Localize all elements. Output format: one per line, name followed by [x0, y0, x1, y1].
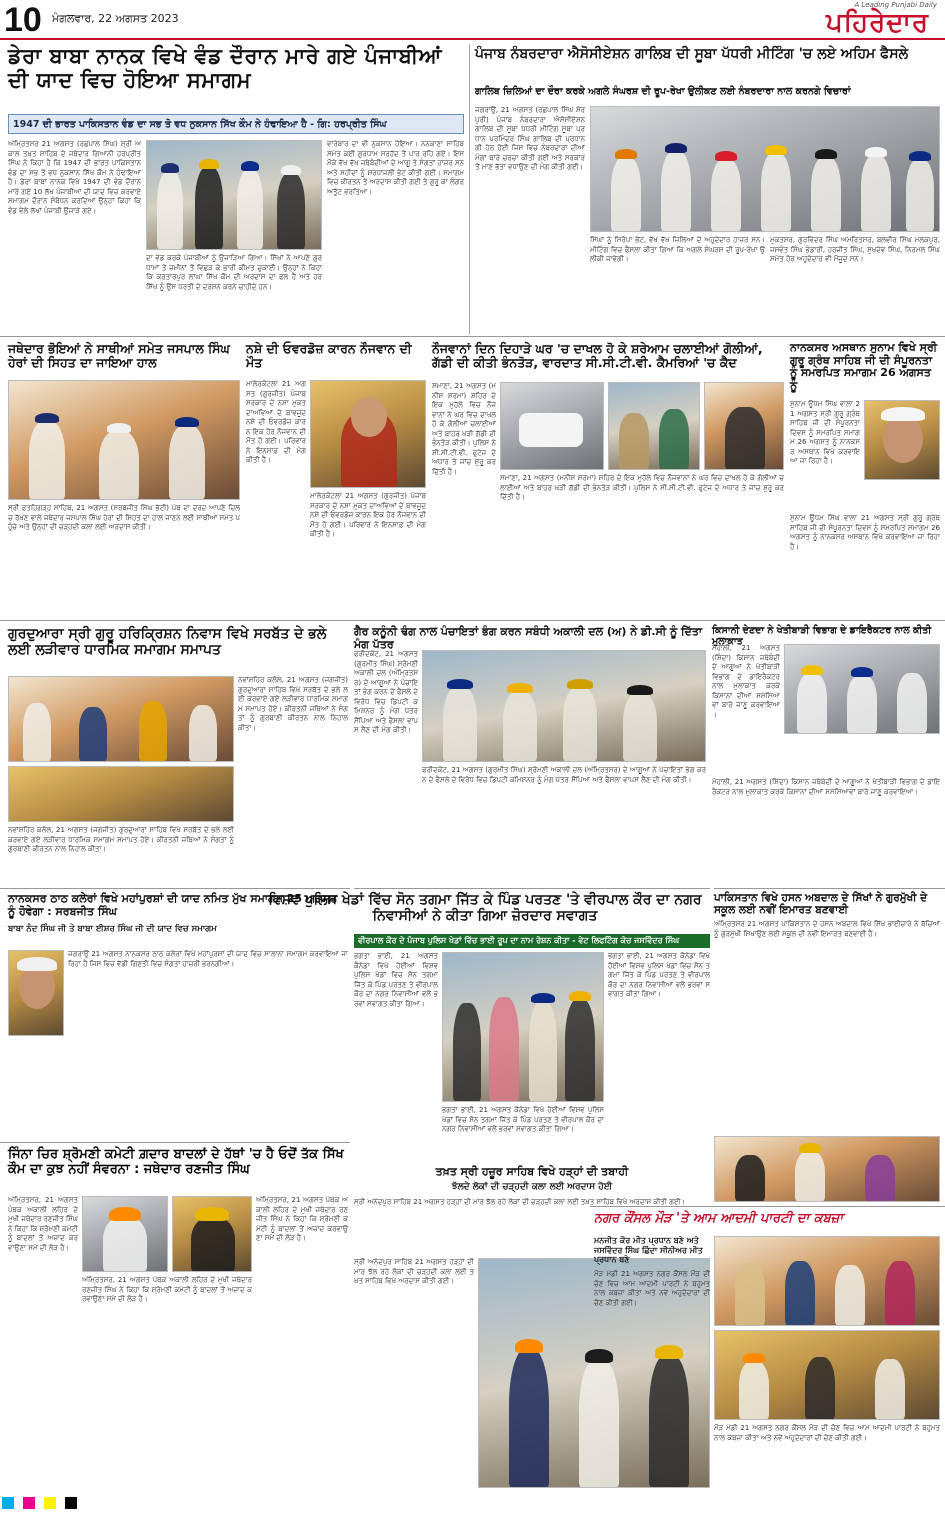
story9-photo	[784, 644, 940, 734]
story11-body-b: ਭਗਤਾ ਭਾਈ, 21 ਅਗਸਤ ਕੈਨੇਡਾ ਵਿਖੇ ਹੋਈਆਂ ਵਿਸ਼ਵ ਪੁਲਿਸ ਖੇਡਾਂ ਵਿਚ ਸੋਨ ਤਗਮਾ ਜਿੱਤ ਕੇ ਪਿੰਡ ਪਰਤਣ ਤੇ ਵੀਰਪਾਲ ਕੌਰ ਦਾ ਨਗਰ ਨਿਵਾਸੀਆਂ ਵਲੋਂ ਭਰਵਾਂ ਸਵਾਗਤ ਕੀਤਾ ਗਿਆ।	[608, 952, 710, 998]
story1-body-c: ਵਾਰੇਬਾਰ ਦਾ ਵੀ ਨੁਕਸਾਨ ਹੋਇਆ। ਨਨਕਾਣਾ ਸਾਹਿਬ ਸਮੇਤ ਕਈ ਗੁਰਧਾਮ ਸਰਹੱਦ ਤੋਂ ਪਾਰ ਰਹਿ ਗਏ। ਇਸ ਮੌਕੇ ਵੱਖ ਵੱਖ ਜਥੇਬੰਦੀਆਂ ਦੇ ਆਗੂ ਤੇ ਸੰਗਤਾਂ ਹਾਜ਼ਰ ਸਨ ਅਤੇ ਸ਼ਹੀਦਾਂ ਨੂੰ ਸ਼ਰਧਾਂਜਲੀ ਭੇਟ ਕੀਤੀ ਗਈ। ਸਮਾਗਮ ਵਿਚ ਕੀਰਤਨ ਤੇ ਅਰਦਾਸ ਕੀਤੀ ਗਈ ਤੇ ਗੁਰੂ ਕਾ ਲੰਗਰ ਅਤੁੱਟ ਵਰਤਿਆ।	[327, 140, 464, 196]
story11-headline: ਵਿਸ਼ਵ ਪੁਲਿਸ ਖੇਡਾਂ ਵਿੱਚ ਸੋਨ ਤਗਮਾ ਜਿੱਤ ਕੇ ਪਿੰਡ ਪਰਤਣ 'ਤੇ ਵੀਰਪਾਲ ਕੌਰ ਦਾ ਨਗਰ ਨਿਵਾਸੀਆਂ ਨੇ ਕੀਤਾ ਗਿਆ ਜ਼ੋਰਦਾਰ ਸਵਾਗਤ	[268, 892, 702, 925]
section-divider	[0, 888, 350, 889]
story6-portrait	[864, 400, 940, 480]
story3-body: ਸ੍ਰੀ ਫ਼ਤਹਿਗੜ੍ਹ ਸਾਹਿਬ, 21 ਅਗਸਤ (ਸਰਬਜੀਤ ਸਿੰਘ ਭੱਟੀ) ਪੰਥ ਦਾ ਦਰਦ ਆਪਣੇ ਦਿਲ ਚ ਰੱਖਣ ਵਾਲੇ ਜਥੇਦਾਰ ਜਸਪਾਲ ਸਿੰਘ ਹੇਰਾਂ ਦੀ ਸਿਹਤ ਦਾ ਹਾਲ ਜਾਣਨ ਲਈ ਸਾਥੀਆਂ ਸਮੇਤ ਪਹੁੰਚੇ ਅਤੇ ਉਨ੍ਹਾਂ ਦੀ ਚੜ੍ਹਦੀ ਕਲਾ ਲਈ ਅਰਦਾਸ ਕੀਤੀ।	[8, 504, 240, 531]
story14-body-c: ਅੰਮ੍ਰਿਤਸਰ, 21 ਅਗਸਤ ਪੰਥਕ ਅਕਾਲੀ ਲਹਿਰ ਦੇ ਮੁਖੀ ਜਥੇਦਾਰ ਰਣਜੀਤ ਸਿੰਘ ਨੇ ਕਿਹਾ ਕਿ ਸ਼੍ਰੋਮਣੀ ਕਮੇਟੀ ਨੂੰ ਬਾਦਲਾਂ ਤੋਂ ਅਜ਼ਾਦ ਕਰਵਾਉਣਾ ਸਮੇਂ ਦੀ ਲੋੜ ਹੈ।	[256, 1196, 348, 1242]
story5-body: ਸਮਾਣਾ, 21 ਅਗਸਤ (ਮਨੀਸ਼ ਸ਼ਰਮਾ) ਸ਼ਹਿਰ ਦੇ ਇਕ ਮੁਹੱਲੇ ਵਿਚ ਨੌਜਵਾਨਾਂ ਨੇ ਘਰ ਵਿਚ ਦਾਖਲ ਹੋ ਕੇ ਗੋਲੀਆਂ ਚਲਾਈਆਂ ਅਤੇ ਬਾਹਰ ਖੜੀ ਗੱਡੀ ਦੀ ਭੰਨਤੋੜ ਕੀਤੀ। ਪੁਲਿਸ ਨੇ ਸੀ.ਸੀ.ਟੀ.ਵੀ. ਫੁਟੇਜ ਦੇ ਅਧਾਰ ਤੇ ਜਾਂਚ ਸ਼ੁਰੂ ਕਰ ਦਿੱਤੀ ਹੈ।	[432, 382, 496, 476]
story4-headline: ਨਸ਼ੇ ਦੀ ਓਵਰਡੋਜ਼ ਕਾਰਨ ਨੌਜਵਾਨ ਦੀ ਮੌਤ	[246, 341, 412, 371]
story2-body-a: ਜਗਰਾਉਂ, 21 ਅਗਸਤ (ਰਛਪਾਲ ਸਿੰਘ ਸ਼ੇਰਪੁਰੀ) ਪੰਜਾਬ ਨੰਬਰਦਾਰਾ ਐਸੋਸੀਏਸ਼ਨ ਗਾਲਿਬ ਦੀ ਸੂਬਾ ਪੱਧਰੀ ਮੀਟਿੰਗ ਸੂਬਾ ਪ੍ਰਧਾਨ ਪਰਮਿੰਦਰ ਸਿੰਘ ਗਾਲਿਬ ਦੀ ਪ੍ਰਧਾਨਗੀ ਹੇਠ ਹੋਈ ਜਿਸ ਵਿਚ ਨੰਬਰਦਾਰਾਂ ਦੀਆਂ ਮੰਗਾਂ ਬਾਰੇ ਚਰਚਾ ਕੀਤੀ ਗਈ ਅਤੇ ਸਰਕਾਰ ਤੋਂ ਮਾਣ ਭੱਤਾ ਵਧਾਉਣ ਦੀ ਮੰਗ ਕੀਤੀ ਗਈ।	[475, 106, 585, 171]
story11-subhead: ਵੀਰਪਾਲ ਕੌਰ ਦੇ ਪੰਜਾਬ ਪੁਲਿਸ ਖੇਡਾਂ ਵਿੱਚ ਭਾਈ ਰੂਪ ਦਾ ਨਾਮ ਰੋਸ਼ਨ ਕੀਤਾ - ਵੇਟ ਲਿਫਟਿੰਗ ਕੋਚ ਜਸਵਿੰਦਰ ਸਿੰਘ	[354, 934, 710, 948]
story5-photo-accused	[704, 382, 784, 470]
black-swatch	[65, 1497, 77, 1509]
story12-body: ਅੰਮ੍ਰਿਤਸਰ 21 ਅਗਸਤ ਪਾਕਿਸਤਾਨ ਦੇ ਹਸਨ ਅਬਦਾਲ ਵਿਖੇ ਸਿੱਖ ਭਾਈਚਾਰੇ ਨੇ ਬੱਚਿਆਂ ਨੂੰ ਗੁਰਮੁੱਖੀ ਸਿਖਾਉਣ ਲਈ ਸਕੂਲ ਦੀ ਨਵੀਂ ਇਮਾਰਤ ਬਣਵਾਈ ਹੈ।	[714, 920, 940, 938]
story10-body: ਜਗਰਾਉਂ 21 ਅਗਸਤ ਨਾਨਕਸਰ ਠਾਠ ਕਲੇਰਾਂ ਵਿਖੇ ਮਹਾਂਪੁਰਸ਼ਾਂ ਦੀ ਯਾਦ ਵਿਚ ਸਾਲਾਨਾ ਸਮਾਗਮ ਕਰਵਾਇਆ ਜਾ ਰਿਹਾ ਹੈ ਜਿਸ ਵਿਚ ਵੱਡੀ ਗਿਣਤੀ ਵਿਚ ਸੰਗਤਾਂ ਹਾਜ਼ਰੀ ਭਰਨਗੀਆਂ।	[68, 950, 348, 968]
story4-body: ਮਾਲੇਰਕੋਟਲਾ 21 ਅਗਸਤ (ਗੁਰਜੀਤ) ਪੰਜਾਬ ਸਰਕਾਰ ਦੇ ਨਸ਼ਾ ਮੁਕਤ ਦਾਅਵਿਆਂ ਦੇ ਬਾਵਜੂਦ ਨਸ਼ੇ ਦੀ ਓਵਰਡੋਜ਼ ਕਾਰਨ ਇਕ ਹੋਰ ਨੌਜਵਾਨ ਦੀ ਮੌਤ ਹੋ ਗਈ। ਪਰਿਵਾਰ ਨੇ ਇਨਸਾਫ਼ ਦੀ ਮੰਗ ਕੀਤੀ ਹੈ।	[246, 380, 306, 464]
story1-headline: ਡੇਰਾ ਬਾਬਾ ਨਾਨਕ ਵਿਖੇ ਵੰਡ ਦੌਰਾਨ ਮਾਰੇ ਗਏ ਪੰਜਾਬੀਆਂ ਦੀ ਯਾਦ ਵਿਚ ਹੋਇਆ ਸਮਾਗਮ	[8, 44, 443, 93]
story9-body-b: ਮੋਹਾਲੀ, 21 ਅਗਸਤ (ਸ਼ਿੰਦਾ) ਕਿਸਾਨ ਜਥੇਬੰਦੀ ਦੇ ਆਗੂਆਂ ਨੇ ਖੇਤੀਬਾੜੀ ਵਿਭਾਗ ਦੇ ਡਾਇਰੈਕਟਰ ਨਾਲ ਮੁਲਾਕਾਤ ਕਰਕੇ ਕਿਸਾਨਾਂ ਦੀਆਂ ਸਮੱਸਿਆਵਾਂ ਬਾਰੇ ਜਾਣੂ ਕਰਵਾਇਆ।	[712, 778, 940, 796]
section-divider	[590, 1206, 945, 1207]
story2-body-b: ਸਿੰਘਾਂ ਨੂੰ ਸਿਰੋਪਾ ਭੇਂਟ, ਵੱਖ ਵੱਖ ਜ਼ਿਲਿਆਂ ਦੇ ਅਹੁਦੇਦਾਰ ਹਾਜ਼ਰ ਸਨ। ਮੀਟਿੰਗ ਵਿਚ ਫੈਸਲਾ ਕੀਤਾ ਗਿਆ ਕਿ ਅਗਲੇ ਸੰਘਰਸ਼ ਦੀ ਰੂਪ-ਰੇਖਾ ਉਲੀਕੀ ਜਾਵੇਗੀ।	[590, 236, 765, 263]
story14-body-b: ਅੰਮ੍ਰਿਤਸਰ, 21 ਅਗਸਤ ਪੰਥਕ ਅਕਾਲੀ ਲਹਿਰ ਦੇ ਮੁਖੀ ਜਥੇਦਾਰ ਰਣਜੀਤ ਸਿੰਘ ਨੇ ਕਿਹਾ ਕਿ ਸ਼੍ਰੋਮਣੀ ਕਮੇਟੀ ਨੂੰ ਬਾਦਲਾਂ ਤੋਂ ਅਜ਼ਾਦ ਕਰਵਾਉਣਾ ਸਮੇਂ ਦੀ ਲੋੜ ਹੈ।	[82, 1276, 252, 1303]
story13-subhead: ਝੱਲਦੇ ਲੋਕਾਂ ਦੀ ਚੜ੍ਹਦੀ ਕਲਾ ਲਈ ਅਰਦਾਸ ਹੋਈ	[451, 1182, 613, 1192]
section-divider	[0, 336, 945, 337]
story15-photo-b	[714, 1330, 940, 1420]
story5-photo-cctv	[500, 382, 604, 470]
story15-body-b: ਮੌੜ ਮੰਡੀ 21 ਅਗਸਤ ਨਗਰ ਕੌਂਸਲ ਮੌੜ ਦੀ ਚੋਣ ਵਿਚ ਆਮ ਆਦਮੀ ਪਾਰਟੀ ਨੇ ਬਹੁਮਤ ਨਾਲ ਕਬਜ਼ਾ ਕੀਤਾ ਅਤੇ ਨਵੇਂ ਅਹੁਦੇਦਾਰਾਂ ਦੀ ਚੋਣ ਕੀਤੀ ਗਈ।	[714, 1424, 940, 1442]
story11-photo	[442, 952, 604, 1102]
yellow-swatch	[44, 1497, 56, 1509]
story7-photo-a	[8, 676, 234, 762]
story9-body: ਮੋਹਾਲੀ, 21 ਅਗਸਤ (ਸ਼ਿੰਦਾ) ਕਿਸਾਨ ਜਥੇਬੰਦੀ ਦੇ ਆਗੂਆਂ ਨੇ ਖੇਤੀਬਾੜੀ ਵਿਭਾਗ ਦੇ ਡਾਇਰੈਕਟਰ ਨਾਲ ਮੁਲਾਕਾਤ ਕਰਕੇ ਕਿਸਾਨਾਂ ਦੀਆਂ ਸਮੱਸਿਆਵਾਂ ਬਾਰੇ ਜਾਣੂ ਕਰਵਾਇਆ।	[712, 644, 780, 719]
story5-photo-police	[608, 382, 700, 470]
story7-headline: ਗੁਰਦੁਆਰਾ ਸ੍ਰੀ ਗੁਰੂ ਹਰਿਕ੍ਰਿਸ਼ਨ ਨਿਵਾਸ ਵਿਖੇ ਸਰਬੱਤ ਦੇ ਭਲੇ ਲਈ ਲੜੀਵਾਰ ਧਾਰਮਿਕ ਸਮਾਗਮ ਸਮਾਪਤ	[8, 626, 327, 659]
story11-body-c: ਭਗਤਾ ਭਾਈ, 21 ਅਗਸਤ ਕੈਨੇਡਾ ਵਿਖੇ ਹੋਈਆਂ ਵਿਸ਼ਵ ਪੁਲਿਸ ਖੇਡਾਂ ਵਿਚ ਸੋਨ ਤਗਮਾ ਜਿੱਤ ਕੇ ਪਿੰਡ ਪਰਤਣ ਤੇ ਵੀਰਪਾਲ ਕੌਰ ਦਾ ਨਗਰ ਨਿਵਾਸੀਆਂ ਵਲੋਂ ਭਰਵਾਂ ਸਵਾਗਤ ਕੀਤਾ ਗਿਆ।	[442, 1106, 604, 1133]
story5-body-b: ਸਮਾਣਾ, 21 ਅਗਸਤ (ਮਨੀਸ਼ ਸ਼ਰਮਾ) ਸ਼ਹਿਰ ਦੇ ਇਕ ਮੁਹੱਲੇ ਵਿਚ ਨੌਜਵਾਨਾਂ ਨੇ ਘਰ ਵਿਚ ਦਾਖਲ ਹੋ ਕੇ ਗੋਲੀਆਂ ਚਲਾਈਆਂ ਅਤੇ ਬਾਹਰ ਖੜੀ ਗੱਡੀ ਦੀ ਭੰਨਤੋੜ ਕੀਤੀ। ਪੁਲਿਸ ਨੇ ਸੀ.ਸੀ.ਟੀ.ਵੀ. ਫੁਟੇਜ ਦੇ ਅਧਾਰ ਤੇ ਜਾਂਚ ਸ਼ੁਰੂ ਕਰ ਦਿੱਤੀ ਹੈ।	[500, 474, 784, 501]
story5-headline: ਨੌਜਵਾਨਾਂ ਦਿਨ ਦਿਹਾੜੇ ਘਰ 'ਚ ਦਾਖਲ ਹੋ ਕੇ ਸ਼ਰੇਆਮ ਚਲਾਈਆਂ ਗੋਲੀਆਂ, ਗੱਡੀ ਦੀ ਕੀਤੀ ਭੰਨਤੋੜ, ਵਾਰਦਾਤ ਸੀ.ਸੀ.ਟੀ.ਵੀ. ਕੈਮਰਿਆਂ 'ਚ ਕੈਦ	[432, 341, 763, 371]
story7-photo-b	[8, 766, 234, 822]
print-registration-bar	[0, 1494, 945, 1507]
story15-subhead: ਮਨਜੀਤ ਕੌਰ ਮੀਤ ਪ੍ਰਧਾਨ ਬਣੇ ਅਤੇ ਜਸਵਿੰਦਰ ਸਿੰਘ ਛਿੰਦਾ ਸੀਨੀਅਰ ਮੀਤ ਪ੍ਰਧਾਨ ਬਣੇ	[594, 1236, 703, 1265]
story13-headline: ਤਖ਼ਤ ਸ੍ਰੀ ਹਜ਼ੂਰ ਸਾਹਿਬ ਵਿਖੇ ਹੜ੍ਹਾਂ ਦੀ ਤਬਾਹੀ	[435, 1165, 629, 1178]
section-divider	[714, 888, 945, 889]
issue-date: ਮੰਗਲਵਾਰ, 22 ਅਗਸਤ 2023	[52, 12, 179, 25]
story10-headline: ਨਾਨਕਸਰ ਠਾਠ ਕਲੇਰਾਂ ਵਿਖੇ ਮਹਾਂਪੁਰਸ਼ਾਂ ਦੀ ਯਾਦ ਨਮਿਤ ਮੁੱਖ ਸਮਾਗਮ 25 ਅਗਸਤ ਨੂੰ ਹੋਵੇਗਾ : ਸਰਬਜੀਤ ਸਿੰਘ	[8, 892, 338, 918]
page-header	[0, 0, 945, 40]
story8-body: ਫਰੀਦਕੋਟ, 21 ਅਗਸਤ (ਗੁਰਮੀਤ ਸਿੰਘ) ਸ਼੍ਰੋਮਣੀ ਅਕਾਲੀ ਦਲ (ਅੰਮ੍ਰਿਤਸਰ) ਦੇ ਆਗੂਆਂ ਨੇ ਪੰਚਾਇਤਾਂ ਭੰਗ ਕਰਨ ਦੇ ਫੈਸਲੇ ਦੇ ਵਿਰੋਧ ਵਿਚ ਡਿਪਟੀ ਕਮਿਸ਼ਨਰ ਨੂੰ ਮੰਗ ਪੱਤਰ ਸੌਂਪਿਆ ਅਤੇ ਫੈਸਲਾ ਵਾਪਸ ਲੈਣ ਦੀ ਮੰਗ ਕੀਤੀ।	[354, 650, 418, 734]
story14-headline: ਜਿੰਨਾ ਚਿਰ ਸ਼੍ਰੋਮਣੀ ਕਮੇਟੀ ਗ਼ਦਾਰ ਬਾਦਲਾਂ ਦੇ ਹੱਥਾਂ 'ਚ ਹੈ ਓਦੋਂ ਤੱਕ ਸਿੱਖ ਕੌਮ ਦਾ ਕੁਝ ਨਹੀਂ ਸੰਵਰਨਾ : ਜਥੇਦਾਰ ਰਣਜੀਤ ਸਿੰਘ	[8, 1147, 344, 1177]
story10-portrait	[8, 950, 64, 1036]
story2-headline: ਪੰਜਾਬ ਨੰਬਰਦਾਰਾ ਐਸੋਸੀਏਸ਼ਨ ਗਾਲਿਬ ਦੀ ਸੂਬਾ ਪੱਧਰੀ ਮੀਟਿੰਗ 'ਚ ਲਏ ਅਹਿਮ ਫੈਸਲੇ	[475, 46, 909, 62]
story14-body: ਅੰਮ੍ਰਿਤਸਰ, 21 ਅਗਸਤ ਪੰਥਕ ਅਕਾਲੀ ਲਹਿਰ ਦੇ ਮੁਖੀ ਜਥੇਦਾਰ ਰਣਜੀਤ ਸਿੰਘ ਨੇ ਕਿਹਾ ਕਿ ਸ਼੍ਰੋਮਣੀ ਕਮੇਟੀ ਨੂੰ ਬਾਦਲਾਂ ਤੋਂ ਅਜ਼ਾਦ ਕਰਵਾਉਣਾ ਸਮੇਂ ਦੀ ਲੋੜ ਹੈ।	[8, 1196, 78, 1252]
story10-subhead: ਬਾਬਾ ਨੰਦ ਸਿੰਘ ਜੀ ਤੇ ਬਾਬਾ ਈਸ਼ਰ ਸਿੰਘ ਜੀ ਦੀ ਯਾਦ ਵਿਚ ਸਮਾਗਮ	[8, 924, 217, 934]
story1-photo	[146, 140, 322, 250]
story15-headline: ਨਗਰ ਕੌਂਸਲ ਮੌੜ 'ਤੇ ਆਮ ਆਦਮੀ ਪਾਰਟੀ ਦਾ ਕਬਜ਼ਾ	[594, 1211, 843, 1226]
masthead-title: ਪਹਿਰੇਦਾਰ	[826, 8, 929, 38]
story1-body-a: ਅੰਮ੍ਰਿਤਸਰ 21 ਅਗਸਤ (ਰਛਪਾਲ ਸਿੰਘ) ਸ਼੍ਰੀ ਅਕਾਲ ਤਖ਼ਤ ਸਾਹਿਬ ਦੇ ਜਥੇਦਾਰ ਗਿਆਨੀ ਹਰਪ੍ਰੀਤ ਸਿੰਘ ਨੇ ਕਿਹਾ ਹੈ ਕਿ 1947 ਦੀ ਭਾਰਤ ਪਾਕਿਸਤਾਨ ਵੰਡ ਦਾ ਸਭ ਤੋ ਵਧ ਨੁਕਸਾਨ ਸਿੱਖ ਕੌਮ ਨੇ ਹੰਢਾਇਆ ਹੈ। ਡੇਰਾ ਬਾਬਾ ਨਾਨਕ ਵਿਖੇ 1947 ਦੀ ਵੰਡ ਦੌਰਾਨ ਮਾਰੇ ਗਏ 10 ਲੱਖ ਪੰਜਾਬੀਆਂ ਦੀ ਯਾਦ ਵਿਚ ਕਰਵਾਏ ਸਮਾਗਮ ਦੌਰਾਨ ਸੰਬੋਧਨ ਕਰਦਿਆਂ ਉਨ੍ਹਾਂ ਕਿਹਾ ਕਿ ਵੰਡ ਵੇਲੇ ਲੱਖਾਂ ਪੰਜਾਬੀ ਉਜਾੜੇ ਗਏ।	[8, 140, 141, 215]
story7-body-b: ਨਵਾਂਸ਼ਹਿਰ ਕਲੋਲ, 21 ਅਗਸਤ (ਜਗਜੀਤ) ਗੁਰਦੁਆਰਾ ਸਾਹਿਬ ਵਿਖੇ ਸਰਬੱਤ ਦੇ ਭਲੇ ਲਈ ਕਰਵਾਏ ਗਏ ਲੜੀਵਾਰ ਧਾਰਮਿਕ ਸਮਾਗਮ ਸਮਾਪਤ ਹੋਏ। ਕੀਰਤਨੀ ਜਥਿਆਂ ਨੇ ਸੰਗਤਾਂ ਨੂੰ ਗੁਰਬਾਣੀ ਕੀਰਤਨ ਨਾਲ ਨਿਹਾਲ ਕੀਤਾ।	[238, 676, 348, 732]
story14-photo-b	[172, 1196, 252, 1272]
story15-body: ਮੌੜ ਮੰਡੀ 21 ਅਗਸਤ ਨਗਰ ਕੌਂਸਲ ਮੌੜ ਦੀ ਚੋਣ ਵਿਚ ਆਮ ਆਦਮੀ ਪਾਰਟੀ ਨੇ ਬਹੁਮਤ ਨਾਲ ਕਬਜ਼ਾ ਕੀਤਾ ਅਤੇ ਨਵੇਂ ਅਹੁਦੇਦਾਰਾਂ ਦੀ ਚੋਣ ਕੀਤੀ ਗਈ।	[594, 1270, 710, 1307]
magenta-swatch	[23, 1497, 35, 1509]
story2-photo	[590, 106, 940, 232]
story1-subhead: 1947 ਦੀ ਭਾਰਤ ਪਾਕਿਸਤਾਨ ਵੰਡ ਦਾ ਸਭ ਤੋ ਵਧ ਨੁਕਸਾਨ ਸਿੱਖ ਕੌਮ ਨੇ ਹੰਢਾਇਆ ਹੈ - ਗਿ: ਹਰਪ੍ਰੀਤ ਸਿੰਘ	[8, 114, 464, 134]
story12-photo	[714, 1136, 940, 1202]
story4-photo	[310, 380, 426, 488]
section-divider	[354, 888, 710, 889]
section-divider	[0, 1142, 350, 1143]
column-divider	[469, 44, 470, 334]
story2-body-c: ਮੁਕਤਸਰ, ਗੁਰਵਿੰਦਰ ਸਿੰਘ ਅਮਰਿਤਸਰ, ਬਲਵੀਰ ਸਿੰਘ ਮਲਕਪੁਰ, ਜਸਵੰਤ ਸਿੰਘ ਭੰਡਾਰੀ, ਹਰਜੀਤ ਸਿੰਘ, ਸੁਖਦੇਵ ਸਿੰਘ, ਨਿਰਮਲ ਸਿੰਘ ਸਮੇਤ ਹੋਰ ਅਹੁਦੇਦਾਰ ਵੀ ਮੌਜੂਦ ਸਨ।	[770, 236, 940, 263]
story2-subhead: ਗਾਲਿਬ ਜ਼ਿਲਿਆਂ ਦਾ ਦੌਰਾ ਕਰਕੇ ਅਗਲੇ ਸੰਘਰਸ਼ ਦੀ ਰੂਪ-ਰੇਖਾ ਉਲੀਕਣ ਲਈ ਨੰਬਰਦਾਰਾ ਨਾਲ ਕਰਨਗੇ ਵਿਚਾਰਾਂ	[475, 86, 851, 97]
story6-body-b: ਸੁਨਾਮ ਊਧਮ ਸਿੰਘ ਵਾਲਾ 21 ਅਗਸਤ ਸ੍ਰੀ ਗੁਰੂ ਗ੍ਰੰਥ ਸਾਹਿਬ ਜੀ ਦੀ ਸੰਪੂਰਨਤਾ ਦਿਵਸ ਨੂੰ ਸਮਰਪਿਤ ਸਮਾਗਮ 26 ਅਗਸਤ ਨੂੰ ਨਾਨਕਸਰ ਅਸਥਾਨ ਵਿਖੇ ਕਰਵਾਇਆ ਜਾ ਰਿਹਾ ਹੈ।	[790, 514, 940, 551]
story12-headline: ਪਾਕਿਸਤਾਨ ਵਿਖੇ ਹਸਨ ਅਬਦਾਲ ਦੇ ਸਿੱਖਾਂ ਨੇ ਗੁਰਮੁੱਖੀ ਦੇ ਸਕੂਲ ਲਈ ਨਵੀਂ ਇਮਾਰਤ ਬਣਵਾਈ	[714, 892, 928, 917]
story15-photo-a	[714, 1236, 940, 1326]
cyan-swatch	[2, 1497, 14, 1509]
story8-body-b: ਫਰੀਦਕੋਟ, 21 ਅਗਸਤ (ਗੁਰਮੀਤ ਸਿੰਘ) ਸ਼੍ਰੋਮਣੀ ਅਕਾਲੀ ਦਲ (ਅੰਮ੍ਰਿਤਸਰ) ਦੇ ਆਗੂਆਂ ਨੇ ਪੰਚਾਇਤਾਂ ਭੰਗ ਕਰਨ ਦੇ ਫੈਸਲੇ ਦੇ ਵਿਰੋਧ ਵਿਚ ਡਿਪਟੀ ਕਮਿਸ਼ਨਰ ਨੂੰ ਮੰਗ ਪੱਤਰ ਸੌਂਪਿਆ ਅਤੇ ਫੈਸਲਾ ਵਾਪਸ ਲੈਣ ਦੀ ਮੰਗ ਕੀਤੀ।	[422, 766, 706, 784]
story11-body: ਭਗਤਾ ਭਾਈ, 21 ਅਗਸਤ ਕੈਨੇਡਾ ਵਿਖੇ ਹੋਈਆਂ ਵਿਸ਼ਵ ਪੁਲਿਸ ਖੇਡਾਂ ਵਿਚ ਸੋਨ ਤਗਮਾ ਜਿੱਤ ਕੇ ਪਿੰਡ ਪਰਤਣ ਤੇ ਵੀਰਪਾਲ ਕੌਰ ਦਾ ਨਗਰ ਨਿਵਾਸੀਆਂ ਵਲੋਂ ਭਰਵਾਂ ਸਵਾਗਤ ਕੀਤਾ ਗਿਆ।	[354, 952, 438, 1008]
story8-headline: ਗੈਰ ਕਨੂੰਨੀ ਢੰਗ ਨਾਲ ਪੰਚਾਇਤਾਂ ਭੰਗ ਕਰਨ ਸਬੰਧੀ ਅਕਾਲੀ ਦਲ (ਅ) ਨੇ ਡੀ.ਸੀ ਨੂੰ ਦਿੱਤਾ ਮੰਗ ਪੱਤਰ	[354, 625, 703, 651]
masthead-tagline: A Leading Punjabi Daily	[854, 1, 937, 9]
story3-headline: ਜਥੇਦਾਰ ਭੋਇਆਂ ਨੇ ਸਾਥੀਆਂ ਸਮੇਤ ਜਸਪਾਲ ਸਿੰਘ ਹੇਰਾਂ ਦੀ ਸਿਹਤ ਦਾ ਜਾਇਆ ਹਾਲ	[8, 341, 230, 371]
story3-photo	[8, 380, 240, 500]
page-number: 10	[4, 1, 42, 39]
story1-body-b: ਦਾ ਵੰਡ ਕਰਕੇ ਪੰਜਾਬੀਆਂ ਨੂੰ ਉਜਾੜਿਆ ਗਿਆ। ਸਿੱਖਾਂ ਨੇ ਆਪਣੇ ਗੁਰਧਾਮਾਂ ਤੇ ਜ਼ਮੀਨਾਂ ਤੋਂ ਵਿਛੜ ਕੇ ਭਾਰੀ ਕੀਮਤ ਚੁਕਾਈ। ਉਨ੍ਹਾਂ ਨੇ ਕਿਹਾ ਕਿ ਕਰਤਾਰਪੁਰ ਲਾਂਘਾ ਸਿੱਖ ਕੌਮ ਦੀ ਅਰਦਾਸ ਦਾ ਫਲ ਹੈ ਅਤੇ ਹਰ ਸਿੱਖ ਨੂੰ ਉਸ ਧਰਤੀ ਦੇ ਦਰਸ਼ਨ ਕਰਨੇ ਚਾਹੀਦੇ ਹਨ।	[146, 254, 322, 291]
story6-headline: ਨਾਨਕਸਰ ਅਸਥਾਨ ਸੁਨਾਮ ਵਿਖੇ ਸ੍ਰੀ ਗੁਰੂ ਗ੍ਰੰਥ ਸਾਹਿਬ ਜੀ ਦੀ ਸੰਪੂਰਨਤਾ ਨੂੰ ਸਮਰਪਿਤ ਸਮਾਗਮ 26 ਅਗਸਤ ਨੂੰ	[790, 341, 938, 392]
story4-body-b: ਮਾਲੇਰਕੋਟਲਾ 21 ਅਗਸਤ (ਗੁਰਜੀਤ) ਪੰਜਾਬ ਸਰਕਾਰ ਦੇ ਨਸ਼ਾ ਮੁਕਤ ਦਾਅਵਿਆਂ ਦੇ ਬਾਵਜੂਦ ਨਸ਼ੇ ਦੀ ਓਵਰਡੋਜ਼ ਕਾਰਨ ਇਕ ਹੋਰ ਨੌਜਵਾਨ ਦੀ ਮੌਤ ਹੋ ਗਈ। ਪਰਿਵਾਰ ਨੇ ਇਨਸਾਫ਼ ਦੀ ਮੰਗ ਕੀਤੀ ਹੈ।	[310, 492, 426, 538]
section-divider	[0, 620, 945, 621]
story14-photo-a	[82, 1196, 168, 1272]
story7-body: ਨਵਾਂਸ਼ਹਿਰ ਕਲੋਲ, 21 ਅਗਸਤ (ਜਗਜੀਤ) ਗੁਰਦੁਆਰਾ ਸਾਹਿਬ ਵਿਖੇ ਸਰਬੱਤ ਦੇ ਭਲੇ ਲਈ ਕਰਵਾਏ ਗਏ ਲੜੀਵਾਰ ਧਾਰਮਿਕ ਸਮਾਗਮ ਸਮਾਪਤ ਹੋਏ। ਕੀਰਤਨੀ ਜਥਿਆਂ ਨੇ ਸੰਗਤਾਂ ਨੂੰ ਗੁਰਬਾਣੀ ਕੀਰਤਨ ਨਾਲ ਨਿਹਾਲ ਕੀਤਾ।	[8, 826, 234, 853]
story9-headline: ਕਿਸਾਨੀ ਦੇਣਦਾ ਨੇ ਖੇਤੀਬਾੜੀ ਵਿਭਾਗ ਦੇ ਡਾਇਰੈਕਟਰ ਨਾਲ ਕੀਤੀ ਮੁਲਾਕਾਤ	[712, 625, 932, 647]
story6-body: ਸੁਨਾਮ ਊਧਮ ਸਿੰਘ ਵਾਲਾ 21 ਅਗਸਤ ਸ੍ਰੀ ਗੁਰੂ ਗ੍ਰੰਥ ਸਾਹਿਬ ਜੀ ਦੀ ਸੰਪੂਰਨਤਾ ਦਿਵਸ ਨੂੰ ਸਮਰਪਿਤ ਸਮਾਗਮ 26 ਅਗਸਤ ਨੂੰ ਨਾਨਕਸਰ ਅਸਥਾਨ ਵਿਖੇ ਕਰਵਾਇਆ ਜਾ ਰਿਹਾ ਹੈ।	[790, 400, 860, 465]
story13-body: ਸ੍ਰੀ ਅਨੰਦਪੁਰ ਸਾਹਿਬ 21 ਅਗਸਤ ਹੜ੍ਹਾਂ ਦੀ ਮਾਰ ਝੱਲ ਰਹੇ ਲੋਕਾਂ ਦੀ ਚੜ੍ਹਦੀ ਕਲਾ ਲਈ ਤਖ਼ਤ ਸਾਹਿਬ ਵਿਖੇ ਅਰਦਾਸ ਕੀਤੀ ਗਈ।	[354, 1198, 686, 1206]
story13-body-b: ਸ੍ਰੀ ਅਨੰਦਪੁਰ ਸਾਹਿਬ 21 ਅਗਸਤ ਹੜ੍ਹਾਂ ਦੀ ਮਾਰ ਝੱਲ ਰਹੇ ਲੋਕਾਂ ਦੀ ਚੜ੍ਹਦੀ ਕਲਾ ਲਈ ਤਖ਼ਤ ਸਾਹਿਬ ਵਿਖੇ ਅਰਦਾਸ ਕੀਤੀ ਗਈ।	[354, 1258, 474, 1285]
story8-photo	[422, 650, 706, 762]
